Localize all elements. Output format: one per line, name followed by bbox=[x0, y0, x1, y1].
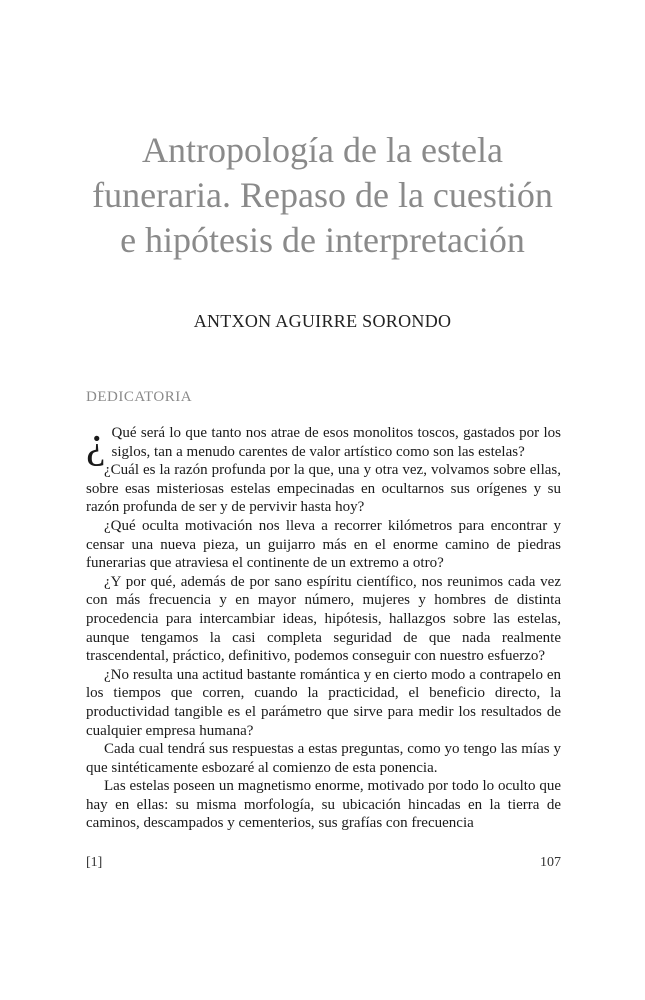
paragraph-text: Qué será lo que tanto nos atrae de esos monolitos toscos, gastados por los siglos, tan a menudo carentes de valor artístico como son las estelas? bbox=[111, 425, 561, 460]
footer-reference: [1] bbox=[86, 855, 103, 870]
paragraph: ¿Qué oculta motivación nos lleva a recorrer kilómetros para encontrar y censar una nueva pieza, un guijarro más en el enorme camino de piedras funerarias que atraviesa el continente de un extremo a otro? bbox=[86, 517, 561, 572]
paragraph: ¿No resulta una actitud bastante romántica y en cierto modo a contrapelo en los tiempos que corren, cuando la practicidad, el beneficio directo, la productividad tangible es el parámetro que sirve para medir los resultados de cualquier empresa humana? bbox=[86, 666, 561, 739]
title-line: Antropología de la estela bbox=[142, 130, 503, 170]
title-line: e hipótesis de interpretación bbox=[120, 220, 525, 260]
paragraph: Las estelas poseen un magnetismo enorme, motivado por todo lo oculto que hay en ellas: su misma morfología, su ubicación hincadas en la tierra de caminos, descampados y cementerios, sus grafías con frecuencia bbox=[86, 778, 561, 832]
drop-cap: ¿ bbox=[86, 418, 106, 467]
author-name: ANTXON AGUIRRE SORONDO bbox=[193, 311, 452, 331]
paragraph: ¿Cuál es la razón profunda por la que, una y otra vez, volvamos sobre ellas, sobre esas misteriosas estelas empecinadas en ocultarnos sus orígenes y su razón profunda de ser y de pervivir hasta hoy? bbox=[86, 462, 561, 516]
title-line: funeraria. Repaso de la cuestión bbox=[92, 175, 553, 215]
paragraph: Cada cual tendrá sus respuestas a estas preguntas, como yo tengo las mías y que sintéticamente esbozaré al comienzo de esta ponencia. bbox=[86, 741, 561, 776]
article-title bbox=[60, 128, 585, 263]
body-text bbox=[86, 418, 561, 833]
paragraph: ¿Y por qué, además de por sano espíritu científico, nos reunimos cada vez con más frecuencia y en mayor número, mujeres y hombres de distinta procedencia para intercambiar ideas, hipótesis, hallazgos sobre las estelas, aunque tengamos la casi completa seguridad de que nada realmente trascendental, práctico, definitivo, podemos conseguir con nuestro esfuerzo? bbox=[86, 573, 561, 665]
paragraph bbox=[86, 418, 561, 467]
section-heading: DEDICATORIA bbox=[86, 389, 193, 405]
page-number: 107 bbox=[540, 855, 561, 870]
